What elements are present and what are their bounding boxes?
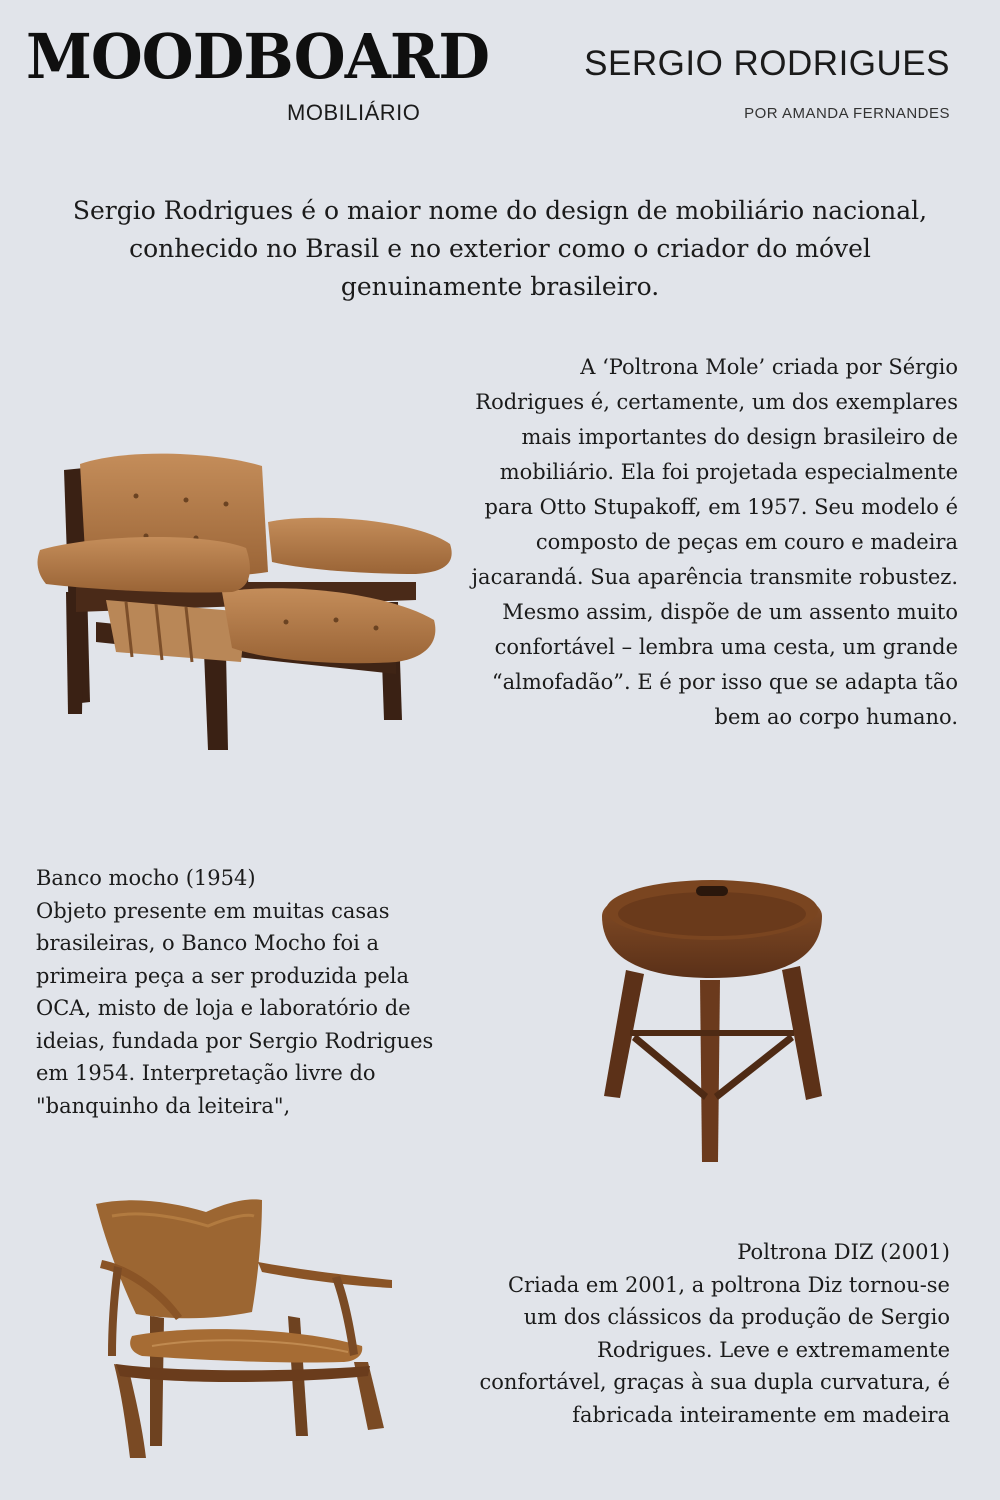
banco-mocho-block: [36, 862, 466, 1122]
author-credit: POR AMANDA FERNANDES: [744, 105, 950, 122]
intro-paragraph: Sergio Rodrigues é o maior nome do design de mobiliário nacional, conhecido no Brasil e no exterior como o criador do móvel genuinamente brasileiro.: [72, 196, 928, 301]
banco-mocho-image: [596, 870, 828, 1166]
poltrona-diz-image: [92, 1196, 396, 1468]
banco-mocho-description: Objeto presente em muitas casas brasileiras, o Banco Mocho foi a primeira peça a ser produzida pela OCA, misto de loja e laboratório de ideias, fundada por Sergio Rodrigues em 1954. Interpretação livre do "banquinho da leiteira",: [36, 898, 434, 1118]
designer-name: SERGIO RODRIGUES: [584, 44, 950, 83]
poltrona-mole-description: A ‘Poltrona Mole’ criada por Sérgio Rodrigues é, certamente, um dos exemplares mais importantes do design brasileiro de mobiliário. Ela foi projetada especialmente para Otto Stupakoff, em 1957. Seu modelo é composto de peças em couro e madeira jacarandá. Sua aparência transmite robustez. Mesmo assim, dispõe de um assento muito confortável – lembra uma cesta, um grande “almofadão”. E é por isso que se adapta tão bem ao corpo humano.: [471, 355, 958, 729]
poltrona-diz-block: [478, 1236, 950, 1431]
poltrona-mole-image: [36, 452, 456, 752]
poltrona-diz-description: Criada em 2001, a poltrona Diz tornou-se um dos clássicos da produção de Sergio Rodrigues. Leve e extremamente confortável, graças à sua dupla curvatura, é fabricada inteiramente em madeira: [479, 1272, 950, 1427]
poltrona-diz-heading: Poltrona DIZ (2001): [737, 1240, 950, 1264]
banco-mocho-heading: Banco mocho (1954): [36, 866, 256, 890]
moodboard-title: MOODBOARD: [26, 20, 490, 93]
moodboard-subtitle: MOBILIÁRIO: [287, 100, 421, 125]
